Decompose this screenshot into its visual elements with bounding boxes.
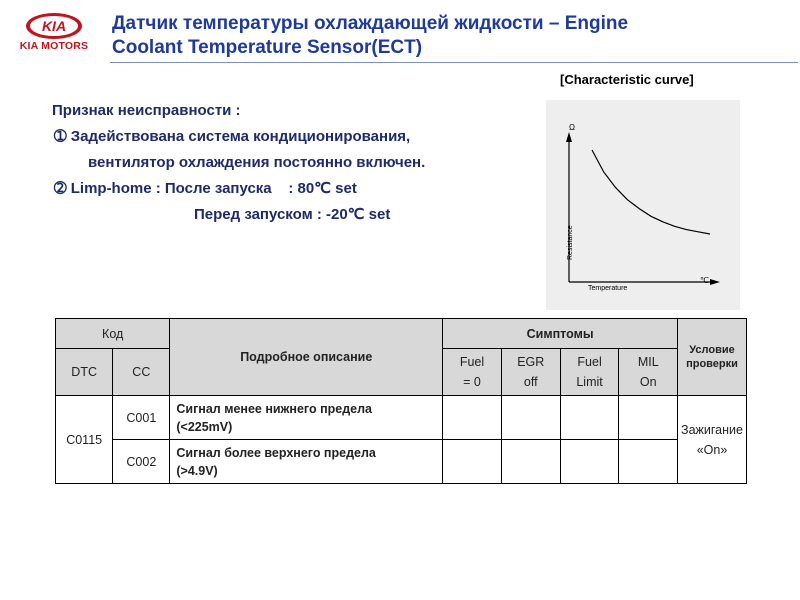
- description-1-line-1: Сигнал менее нижнего предела: [176, 401, 372, 416]
- symptom-1-line-2: вентилятор охлаждения постоянно включен.: [88, 154, 426, 171]
- header-egr-off-line-2: off: [523, 375, 538, 389]
- description-cell-2: [170, 440, 443, 484]
- symptom-cell: [501, 396, 560, 440]
- x-axis-label: Temperature: [588, 285, 628, 292]
- description-1-line-2: (<225mV): [176, 419, 233, 434]
- title-line-1: Датчик температуры охлаждающей жидкости – Engine: [112, 13, 629, 34]
- svg-text:KIA: KIA: [41, 18, 67, 34]
- title-divider: [110, 62, 798, 63]
- symptom-2-line-1: ➁ Limp-home : После запуска : 80℃ set: [54, 180, 357, 197]
- cc-cell-1: C001: [113, 396, 170, 440]
- description-2-line-1: Сигнал более верхнего предела: [176, 445, 376, 460]
- header-fuel-zero-line-1: Fuel: [459, 355, 485, 369]
- symptom-cell: [443, 396, 502, 440]
- symptom-1-line-1: ➀ Задействована система кондиционирования,: [54, 128, 411, 145]
- y-axis-arrow: [566, 132, 572, 142]
- symptoms-block: [52, 98, 425, 228]
- header-fuel-zero: [443, 349, 502, 396]
- dtc-code-cell: C0115: [56, 396, 113, 484]
- header-mil-on-line-2: On: [639, 375, 657, 389]
- resistance-curve-line: [592, 150, 710, 234]
- header-fuel-limit: [560, 349, 619, 396]
- symptom-2-line-2: Перед запуском : -20℃ set: [194, 206, 391, 223]
- header-symptoms: Симптомы: [443, 319, 678, 349]
- symptom-cell: [560, 396, 619, 440]
- header-mil-on-line-1: MIL: [637, 355, 659, 369]
- symptom-cell: [501, 440, 560, 484]
- dtc-table: [55, 318, 747, 484]
- header-egr-off-line-1: EGR: [517, 355, 545, 369]
- description-cell-1: [170, 396, 443, 440]
- x-unit-label: ℃: [700, 276, 709, 285]
- x-axis-arrow: [710, 279, 720, 285]
- header-fuel-zero-line-2: = 0: [463, 375, 481, 389]
- page-title: [112, 12, 792, 60]
- logo-text: KIA MOTORS: [19, 40, 89, 52]
- symptom-cell: [619, 440, 678, 484]
- header-dtc: DTC: [56, 349, 113, 396]
- header-mil-on: [619, 349, 678, 396]
- symptom-cell: [443, 440, 502, 484]
- characteristic-curve-panel: [546, 100, 740, 310]
- characteristic-curve-chart: [546, 100, 740, 310]
- symptoms-heading: Признак неисправности :: [52, 102, 241, 119]
- header-description: Подробное описание: [170, 319, 443, 396]
- symptom-cell: [560, 440, 619, 484]
- condition-cell: Зажигание «On»: [678, 396, 747, 484]
- description-2-line-2: (>4.9V): [176, 463, 218, 478]
- header-condition: Условие проверки: [678, 319, 747, 396]
- header-kod: Код: [56, 319, 170, 349]
- cc-cell-2: C002: [113, 440, 170, 484]
- header-fuel-limit-line-2: Limit: [576, 375, 603, 389]
- curve-caption: [Characteristic curve]: [560, 72, 694, 87]
- header-fuel-limit-line-1: Fuel: [577, 355, 602, 369]
- header-cc: CC: [113, 349, 170, 396]
- header-egr-off: [501, 349, 560, 396]
- symptom-cell: [619, 396, 678, 440]
- y-axis-label: Resistance: [567, 225, 574, 260]
- y-unit-label: Ω: [569, 123, 575, 132]
- title-line-2: Coolant Temperature Sensor(ECT): [112, 37, 423, 58]
